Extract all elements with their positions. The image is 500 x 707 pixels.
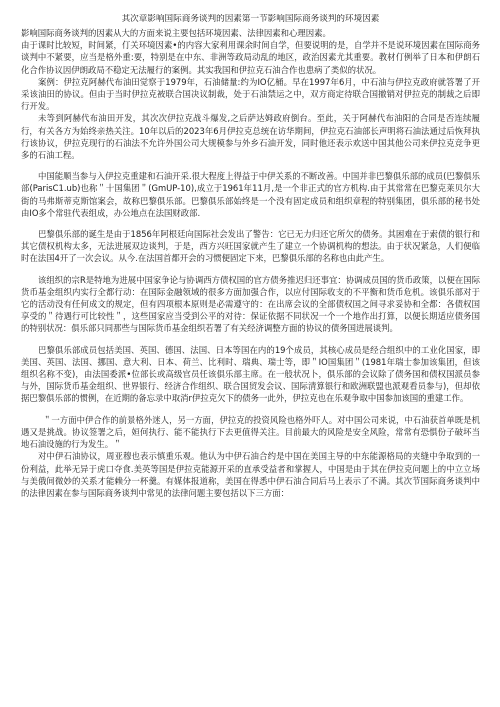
paris-club-intro-paragraph: 中国能顺当参与入伊拉克重建和石油开采.很大程度上得益于中伊关系的不断改善。中国并非巴黎俱乐部的成员(巴黎俱乐部(ParisC1.ub)也称＂十国集团＂(GmUP-10),成立于1961年11月,是一个非正式的官方机构.由于其常常在巴黎克莱贝尔大街的马弗斯蒂克斯馆案会，故称巴黎俱乐部。巴黎俱乐部始终是一个没有固定成员和组织章程的特别集团，俱乐部的秘书处由IO多个常驻代表组成，办公地点在法国财政部. [21, 171, 480, 218]
iraq-war-paragraph: 未等到阿赫代布油田开发，其次次伊拉克战斗爆发,之后萨达姆政府倒台。至此，关于阿赫代布油阳的合同是否连续履行，有关各方为始终亲热关注。10年以后的2023年6月伊拉克总统在访华期间，伊拉克石油部长声明将石油法通过后恢拜执行该协议，伊拉克现行的石油法不允许外国公司大规模参与外乡石油开发，同时他还表示欢送中国其他公司来伊拉克竞争更多的石油工程。 [21, 113, 480, 161]
quote-paragraph: ＂一方面中伊合作的前景格外迷人，另一方面，伊拉克的投资风险也格外吓人。对中国公司来说，中石油获首单既是机遇又是挑战。协议签署之后，姮何执行、能不能执行下去更值得关注。目前最大的风险是安全风险，常常有恐惧份子破坏当地石油设施的行为发生。＂ [21, 414, 480, 450]
intro-paragraph: 影响国际商务谈判的因素从大的方面来说主要包括环境因素、法律因素和心理因素。 [21, 28, 331, 38]
environment-factors-paragraph: 由于课时比较短，时间紧，仃关环境因素•的内容大家利用课余时间自学，但要说明的是，自学并不是说环境因素在国际商务谈判中不紧要，应当是格外重:要，特别是在中东、非洲等政局动乱的地区，政治因素尤其重要。教材仃例举了日本和伊朗石化合作协议因伊朗政局不稳定无法履行的案例。其实我国和伊拉克石油合作也患病了类似的状况。 [21, 40, 480, 75]
paris-club-principles-paragraph: 该组织的宗R是特地为进展中国家争论与协调西方债权国的官方债务推迟归还事宜：协调成员国的货币政策，以便在国际货币基金组织内实行全都行动：在国际金融领域的很多方面加强合作，以应付国际收支的不平衡和货币危机。该俱乐部对于它的活动没有任何成文的规定，但有四项根本原则是必需遵守的：在出席会议的全部债权国之间寻求妥协和全都：各债权国享受的＂待遇行可比较性＂，这些国家应当受到公平的对待：保证依据不同状况一个一个地作出打算，以便长期适应债务国的特别状况：俱乐部只同那些与国际货币基金组织若署了有关经济调整方面的协议的债务国进展谈判。 [21, 274, 480, 334]
page-title: 其次章影响国际商务谈判的因素第一节影响国际商务谈判的环境因素 [121, 14, 380, 24]
conclusion-paragraph: 对中伊石油协议，周亚穆也表示慎重乐观。他认为中伊石油合约是中国在美国主导的中东能源格局的夹缝中争取到的一份利益，此举无异于虎口夺食.美英等国是伊拉克能源开采的直承受益者和掌握人，中国是由于其在伊拉克问题上的中立立场与美俄间微妙的关系才能赖分一杯羹。有媒体报道称，美国在得悉中伊石油合同后马上表示了不满。其次节国际商务谈判中的法律因素在参与国际商务谈判中常见的法律问题主要包括以下三方面： [21, 451, 480, 498]
case-ahdab-oilfield-paragraph: 案例：伊拉克阿赫代布油田觉察于1979年，石油储量:约为IO亿桶。早在1997年6月，中石油与伊拉克政府就答署了开采该油田的协议。但由于当时伊拉克被联合国决议制裁，处于石油禁运之中，双方商定待联合国撤销对伊拉克的制裁之后即行开发。 [21, 76, 480, 112]
paris-club-origin-paragraph: 巴黎俱乐部的诞生是由于1856年阿根廷向国际社会发出了警告：它已无力归还它所欠的债务。其困难在于索债的银行和其它债权机构太多，无法进展双边谈判，于是，西方兴旺国家就产生了建立一个协调机构的想法。由于状况紧急，人们便临时在法国4开了一次会议。从今.在法国首都开会的习惯便固定下来，巴黎俱乐部的名称也由此产生。 [21, 229, 480, 264]
paris-club-members-paragraph: 巴黎俱乐部成员包括美国、英国、德国、法国、日本等国在内的19个成员，其核心成员是经合组织中的工业化国家，即美国、英国、法国、挪国、意大利、日本、荷兰、比利时、瑞典、瑞士等，即＂IO国集团＂(1981年瑞士参加该集团，但该组织名称不变)，由法国委派•位部长或高级官员任该俱乐部主席。在一般状况卜，俱乐部的会议除了债务国和债权国派员参与外，国际货币基金组织、世界银行、经济合作组织、联合国贸发会议、国际清算银行和欧洲联盟也派观看员参与)，但却依据巴黎俱乐部的惯例，在近期的备忘录中取消r伊拉克欠下的债务一此外，伊拉克也在乐观争取中国参加该国的重建工作。 [21, 344, 480, 404]
